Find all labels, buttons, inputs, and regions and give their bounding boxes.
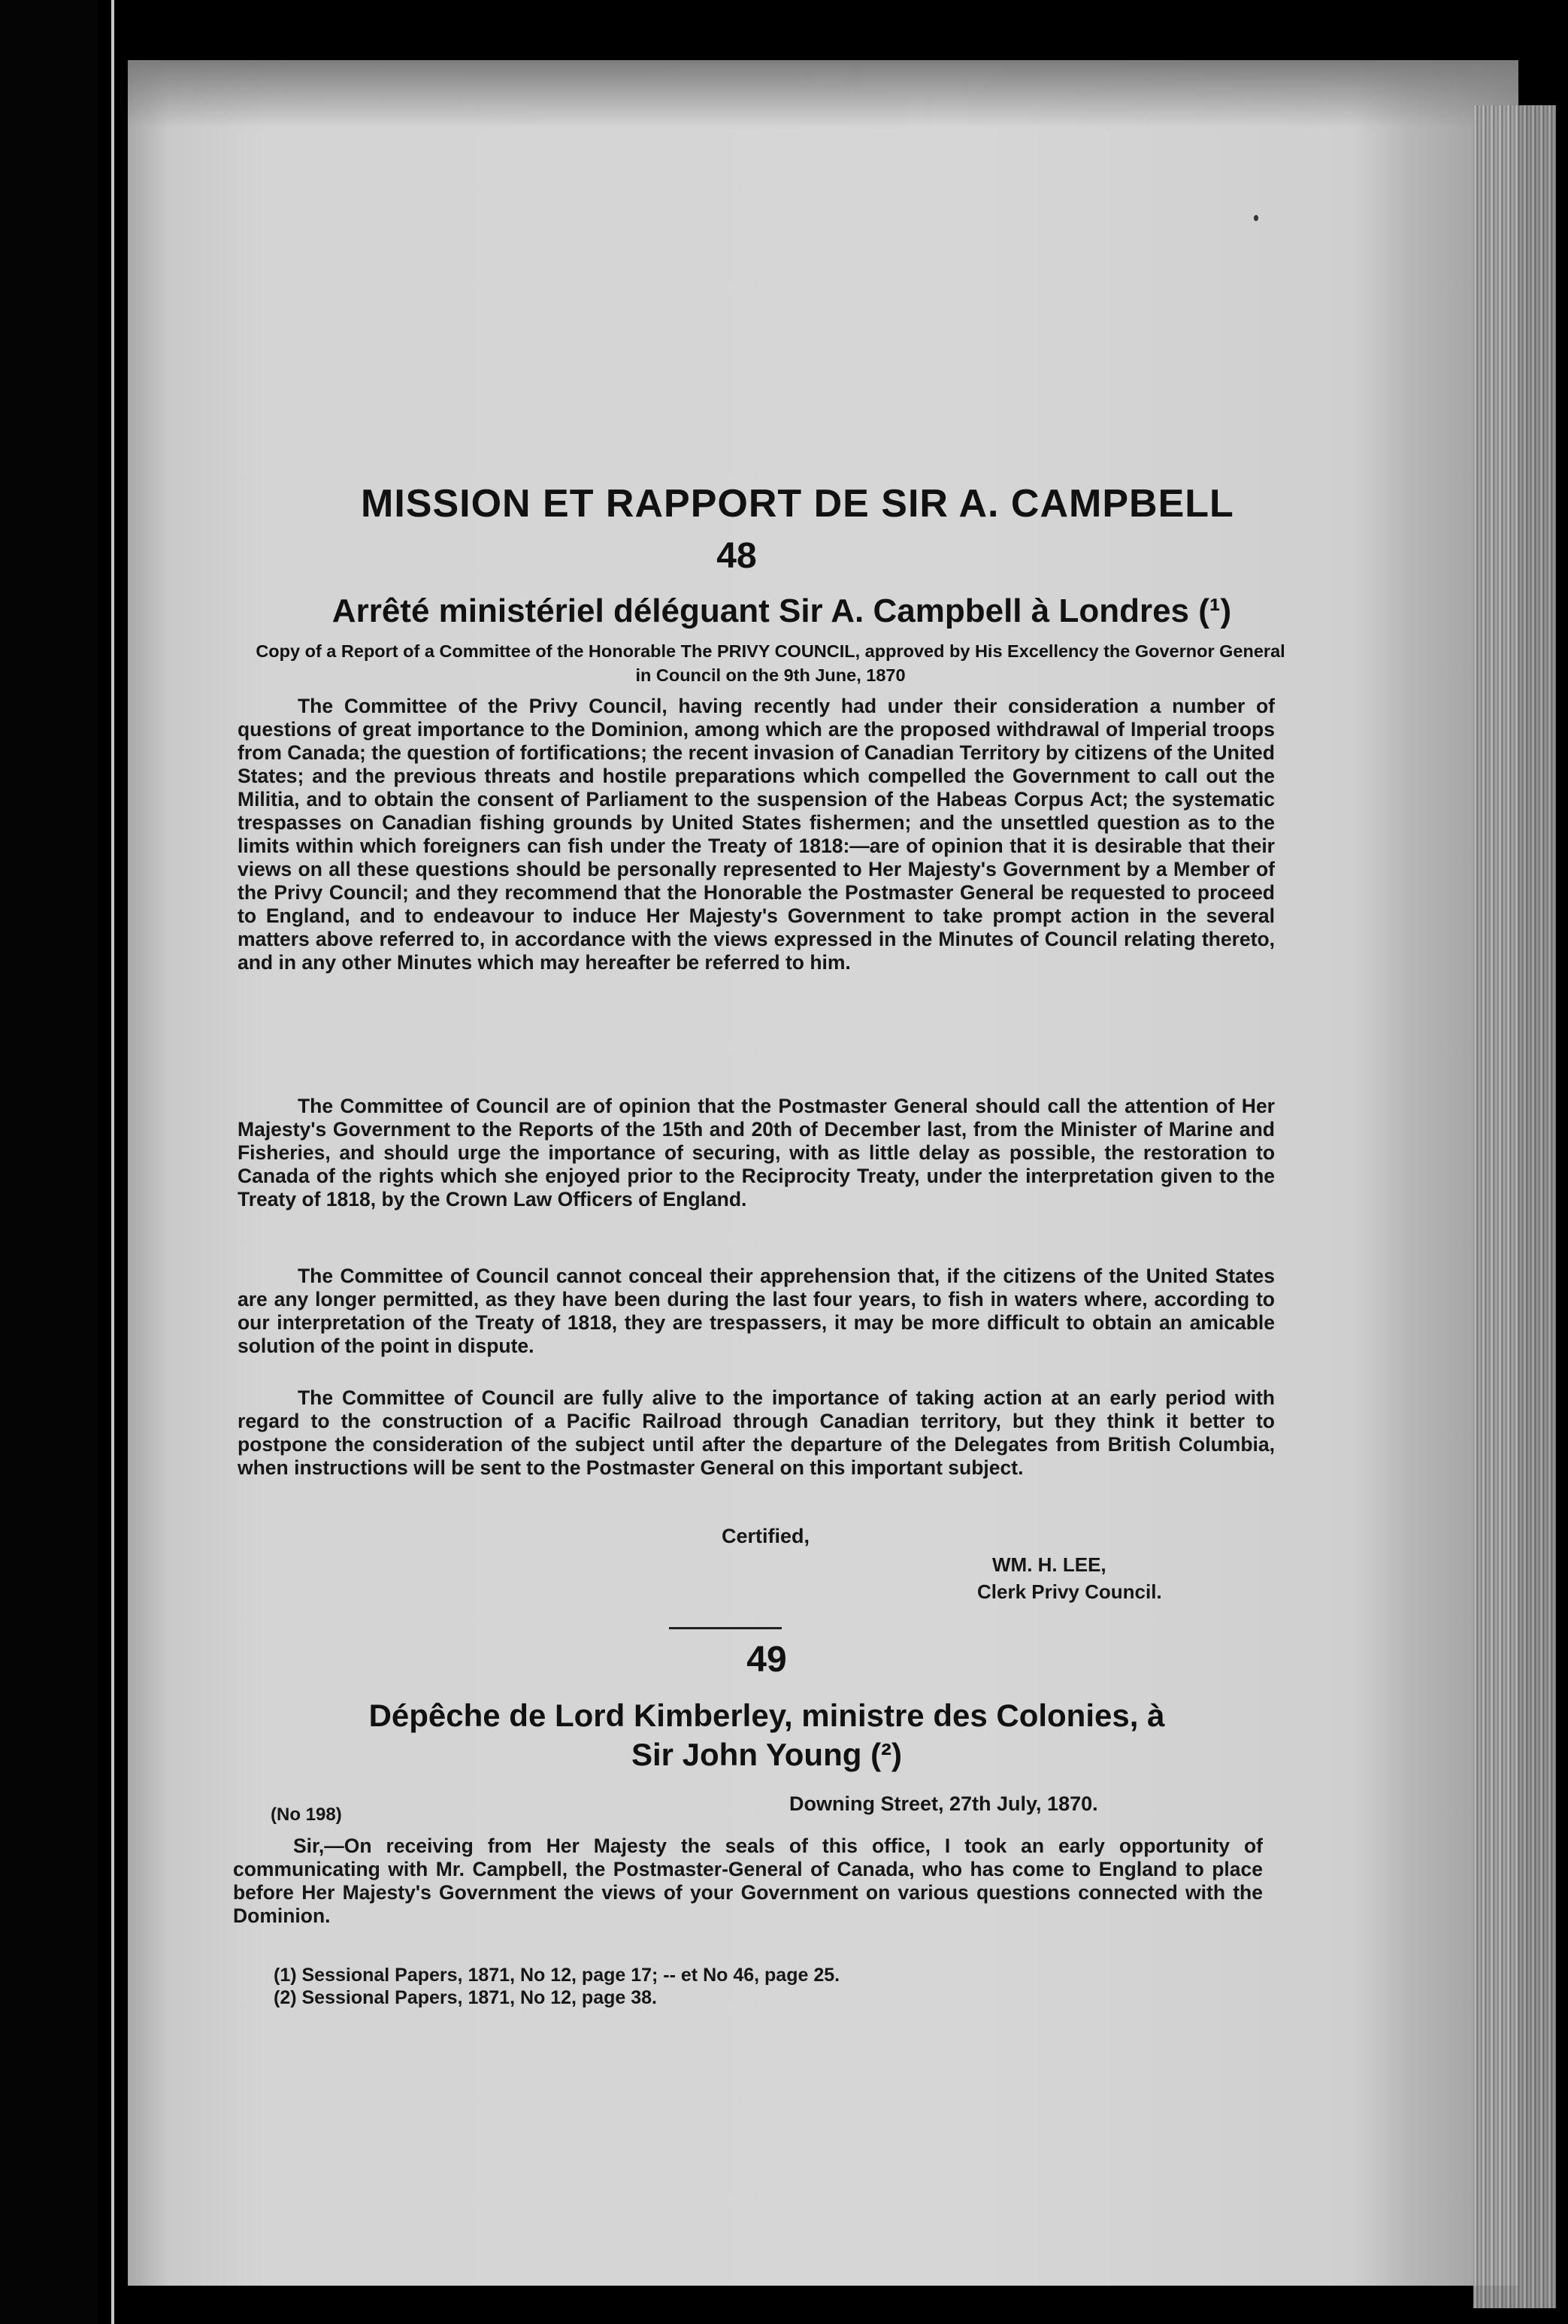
paragraph-text: The Committee of Council are of opinion that the Postmaster General should call the attention of Her Majesty's Government to the Reports of the 15th and 20th of December last, from the Minister of Marine and Fisheries, and should urge the importance of securing, with as little delay as possible, the restoration to Canada of the rights which she enjoyed prior to the Reciprocity Treaty, under the interpretation given to the Treaty of 1818, by the Crown Law Officers of England.	[238, 1095, 1275, 1210]
footnotes	[274, 1964, 840, 2009]
document-49-title	[293, 1696, 1240, 1774]
section-divider	[669, 1627, 782, 1629]
certified-line: Certified,	[722, 1525, 810, 1547]
document-49-body	[233, 1835, 1263, 1928]
document-48-paragraph-2	[238, 1095, 1275, 1211]
document-49-title-line-1: Dépêche de Lord Kimberley, ministre des Colonies, à	[368, 1698, 1165, 1733]
scan-left-margin	[0, 0, 98, 2324]
signer-name: WM. H. LEE,	[992, 1553, 1106, 1576]
section-heading: MISSION ET RAPPORT DE SIR A. CAMPBELL	[361, 482, 1234, 526]
page-top-shadow	[128, 60, 1518, 128]
page-stack-edges	[1473, 105, 1556, 2308]
document-48-copy-note: Copy of a Report of a Committee of the Honorable The PRIVY COUNCIL, approved by His Excellency the Governor General in Council on the 9th June, 1870	[256, 641, 1285, 685]
scan-speck	[1254, 215, 1258, 221]
despatch-date: Downing Street, 27th July, 1870.	[789, 1792, 1098, 1815]
paragraph-text: The Committee of Council cannot conceal their apprehension that, if the citizens of the United States are any longer permitted, as they have been during the last four years, to fish in waters where, according to our interpretation of the Treaty of 1818, they are trespassers, it may be more difficult to obtain an amicable solution of the point in dispute.	[238, 1265, 1275, 1357]
document-48-title: Arrêté ministériel déléguant Sir A. Campbell à Londres (¹)	[331, 592, 1232, 629]
document-48-paragraph-1	[238, 695, 1275, 974]
paragraph-text: The Committee of the Privy Council, having recently had under their consideration a number of questions of great importance to the Dominion, among which are the proposed withdrawal of Imperial troops from Canada; the question of fortifications; the recent invasion of Canadian Territory by citizens of the United States; and the previous threats and hostile preparations which compelled the Government to call out the Militia, and to obtain the consent of Parliament to the suspension of the Habeas Corpus Act; the systematic trespasses on Canadian fishing grounds by United States fishermen; and the unsettled question as to the limits within which foreigners can fish under the Treaty of 1818:—are of opinion that it is desirable that their views on all these questions should be personally represented to Her Majesty's Government by a Member of the Privy Council; and they recommend that the Honorable the Postmaster General be requested to proceed to England, and to endeavour to induce Her Majesty's Government to take prompt action in the several matters above referred to, in accordance with the views expressed in the Minutes of Council relating thereto, and in any other Minutes which may hereafter be referred to him.	[238, 695, 1275, 974]
document-48-paragraph-4	[238, 1386, 1275, 1480]
footnote-2: (2) Sessional Papers, 1871, No 12, page 38.	[274, 1987, 657, 2008]
despatch-number: (No 198)	[271, 1804, 342, 1825]
document-number-49: 49	[746, 1640, 787, 1680]
footnote-1: (1) Sessional Papers, 1871, No 12, page 17; -- et No 46, page 25.	[274, 1965, 840, 1986]
paragraph-text: Sir,—On receiving from Her Majesty the seals of this office, I took an early opportunity of communicating with Mr. Campbell, the Postmaster-General of Canada, who has come to England to place before Her Majesty's Government the views of your Government on various questions connected with the Dominion.	[233, 1835, 1263, 1927]
document-number-48: 48	[716, 536, 757, 576]
document-49-title-line-2: Sir John Young (²)	[631, 1737, 903, 1772]
signer-title: Clerk Privy Council.	[977, 1580, 1162, 1603]
scan-edge-line	[111, 0, 114, 2324]
paragraph-text: The Committee of Council are fully alive to the importance of taking action at an early period with regard to the construction of a Pacific Railroad through Canadian territory, but they think it better to postpone the consideration of the subject until after the departure of the Delegates from British Columbia, when instructions will be sent to the Postmaster General on this important subject.	[238, 1386, 1275, 1479]
document-48-paragraph-3	[238, 1265, 1275, 1358]
